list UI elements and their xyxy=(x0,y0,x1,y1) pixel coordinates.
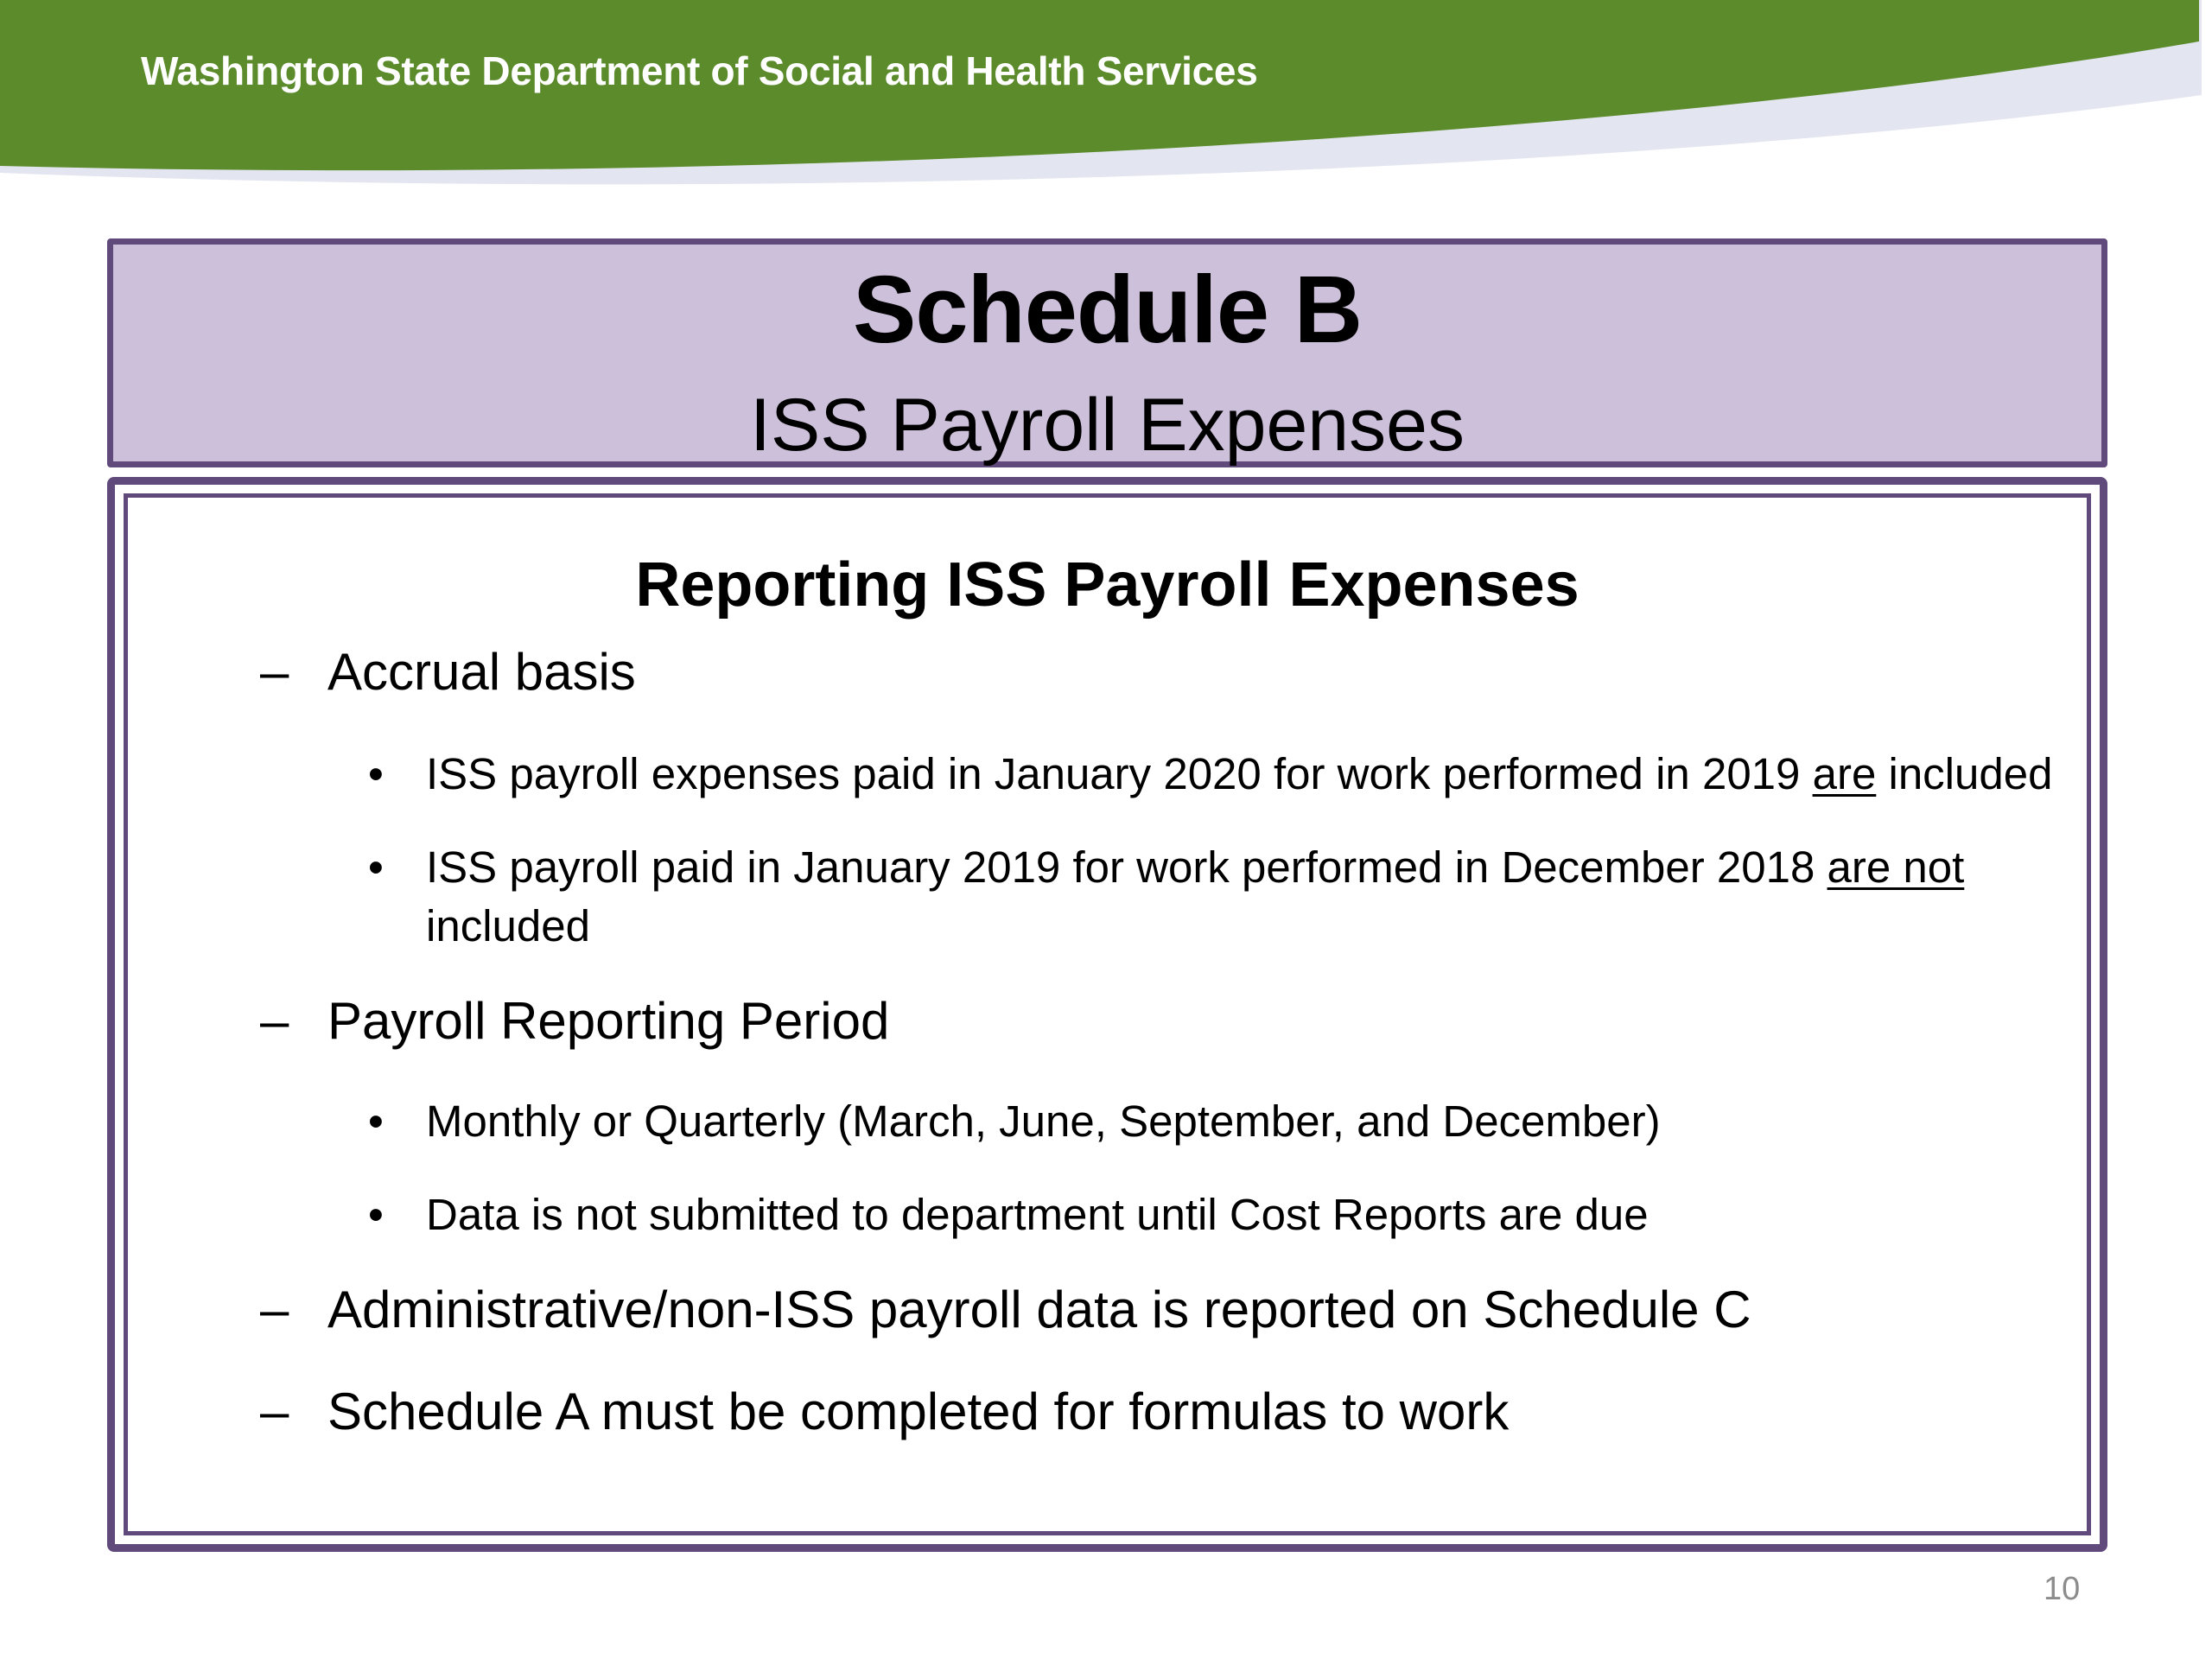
bullet-marker: • xyxy=(368,749,384,798)
emphasis-are-not: are not xyxy=(1827,842,1965,892)
bullet-marker: • xyxy=(368,842,384,892)
page-number: 10 xyxy=(2044,1571,2081,1607)
content-heading: Reporting ISS Payroll Expenses xyxy=(635,550,1580,620)
list-item-text: Administrative/non-ISS payroll data is reported on Schedule C xyxy=(327,1281,1751,1338)
list-item-text: Schedule A must be completed for formulas to work xyxy=(327,1382,1510,1440)
content-box xyxy=(107,477,2107,1552)
header-banner xyxy=(0,0,2212,207)
sub-list-item-text: Data is not submitted to department until Cost Reports are due xyxy=(426,1190,1649,1239)
dash-marker: – xyxy=(260,992,289,1050)
sub-list-item-text: Monthly or Quarterly (March, June, September, and December) xyxy=(426,1096,1661,1146)
slide-title: Schedule B xyxy=(852,257,1363,363)
content-inner-frame xyxy=(124,493,2091,1535)
slide-subtitle: ISS Payroll Expenses xyxy=(750,384,1465,467)
emphasis-are: are xyxy=(1812,749,1877,798)
dash-marker: – xyxy=(260,1281,289,1338)
sub-list-item-text: ISS payroll paid in January 2019 for work performed in December 2018 are not included xyxy=(426,842,1965,950)
list-item-text: Accrual basis xyxy=(327,643,636,701)
sub-list-item-text: ISS payroll expenses paid in January 2020 for work performed in 2019 are included xyxy=(426,749,2053,798)
title-box xyxy=(107,238,2107,467)
dash-marker: – xyxy=(260,643,289,701)
org-name: Washington State Department of Social and Health Services xyxy=(141,48,1258,93)
bullet-marker: • xyxy=(368,1096,384,1146)
dash-marker: – xyxy=(260,1382,289,1440)
bullet-marker: • xyxy=(368,1190,384,1239)
list-item-text: Payroll Reporting Period xyxy=(327,992,890,1050)
